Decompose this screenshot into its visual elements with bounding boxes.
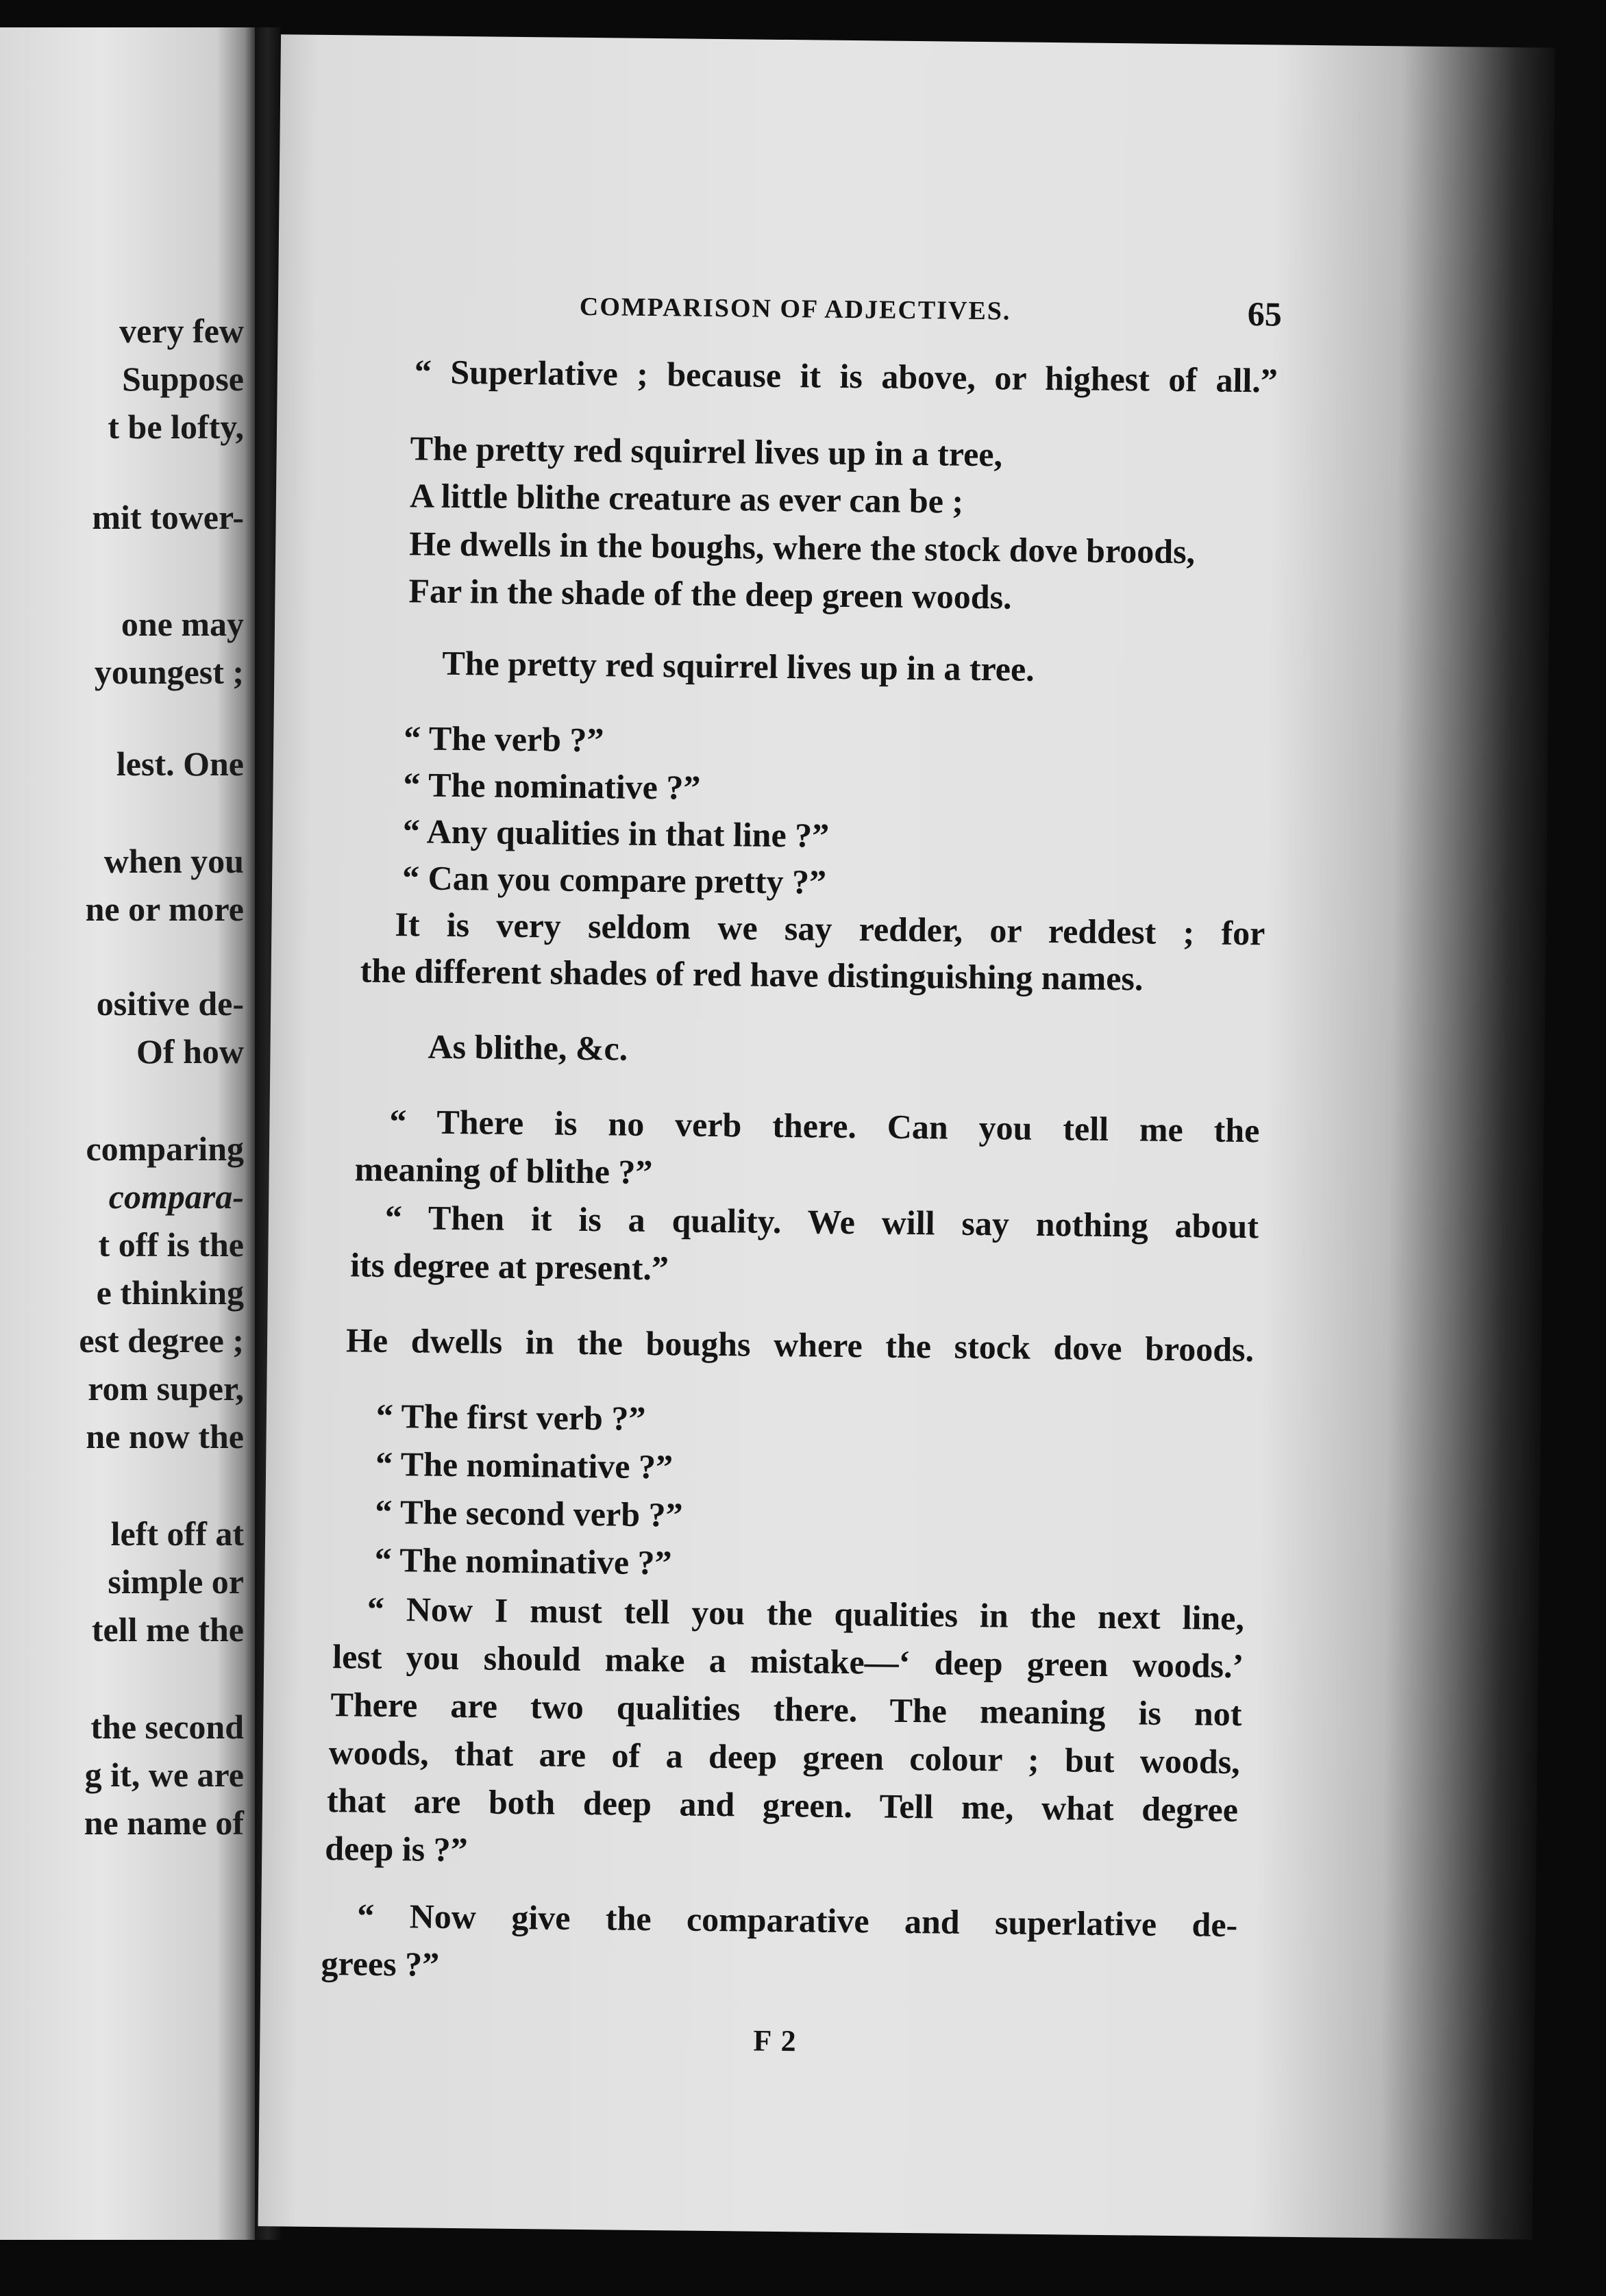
body-line: meaning of blithe ?” [354, 1149, 653, 1192]
left-page-line: lest. One [116, 745, 244, 783]
left-page-line: one may [121, 605, 244, 643]
verse-line: Far in the shade of the deep green woods. [408, 571, 1012, 616]
question-line: “ The nominative ?” [375, 1444, 674, 1486]
left-page-line: est degree ; [79, 1321, 244, 1360]
body-line: The pretty red squirrel lives up in a tree. [442, 643, 1035, 688]
signature-mark: F 2 [753, 2023, 798, 2058]
body-line: grees ?” [321, 1944, 440, 1984]
body-line: woods, that are of a deep green colour ; but woods, [328, 1733, 1241, 1782]
left-page-line: Suppose [122, 360, 244, 398]
page-number: 65 [1247, 295, 1283, 334]
body-line: “ Now I must tell you the qualities in the next line, [367, 1589, 1245, 1638]
body-line: that are both deep and green. Tell me, what degree [326, 1781, 1239, 1830]
left-page-line: compara- [108, 1177, 244, 1216]
question-line: “ The second verb ?” [375, 1492, 683, 1534]
book-page [258, 34, 1555, 2239]
left-page-line: ne now the [86, 1417, 244, 1456]
question-line: “ The nominative ?” [403, 765, 701, 807]
body-line: “ Then it is a quality. We will say nothing about [384, 1197, 1259, 1246]
body-line: There are two qualities there. The meaning is not [330, 1685, 1242, 1734]
left-page-line: comparing [86, 1130, 244, 1168]
left-page-line: e thinking [96, 1273, 244, 1312]
question-line: “ The first verb ?” [375, 1396, 646, 1438]
verse-line: A little blithe creature as ever can be ; [409, 476, 964, 521]
running-head: COMPARISON OF ADJECTIVES. [579, 292, 1011, 326]
body-line: “ There is no verb there. Can you tell me the [389, 1102, 1260, 1150]
question-line: “ The verb ?” [404, 719, 604, 760]
left-page-line: t be lofty, [108, 408, 244, 446]
body-line: It is very seldom we say redder, or reddest ; for [395, 905, 1265, 953]
left-page-line: youngest ; [94, 653, 244, 691]
left-page-line: the second [90, 1708, 244, 1746]
left-page-line: Of how [136, 1032, 244, 1071]
body-line: As blithe, &c. [428, 1027, 628, 1068]
question-line: “ Any qualities in that line ?” [402, 812, 830, 855]
question-line: “ The nominative ?” [374, 1540, 672, 1582]
left-page-line: left off at [110, 1514, 244, 1553]
body-line: “ Now give the comparative and superlative de- [357, 1896, 1238, 1945]
body-line: He dwells in the boughs where the stock dove broods. [345, 1321, 1255, 1369]
left-page-line: very few [119, 312, 244, 350]
body-line: the different shades of red have distinguishing names. [360, 951, 1144, 998]
left-page-line: when you [103, 842, 244, 880]
body-line: deep is ?” [325, 1829, 468, 1869]
left-page-line: ne name of [84, 1804, 244, 1842]
left-page-line: mit tower- [92, 498, 244, 536]
left-page-line: ne or more [85, 890, 244, 928]
left-page-line: tell me the [91, 1610, 244, 1649]
body-line: lest you should make a mistake—‘ deep green woods.’ [332, 1637, 1244, 1686]
body-line: its degree at present.” [349, 1245, 669, 1288]
left-page-fragment [0, 27, 255, 2240]
verse-line: He dwells in the boughs, where the stock dove broods, [408, 524, 1196, 571]
question-line: “ Can you compare pretty ?” [402, 858, 827, 901]
left-page-line: simple or [108, 1562, 244, 1601]
verse-line: The pretty red squirrel lives up in a tree, [410, 429, 1003, 474]
left-page-line: rom super, [88, 1369, 244, 1408]
left-page-line: ositive de- [96, 984, 244, 1023]
left-page-line: g it, we are [84, 1756, 244, 1794]
body-line: “ Superlative ; because it is above, or highest of all.” [414, 352, 1278, 400]
left-page-line: t off is the [98, 1225, 244, 1264]
